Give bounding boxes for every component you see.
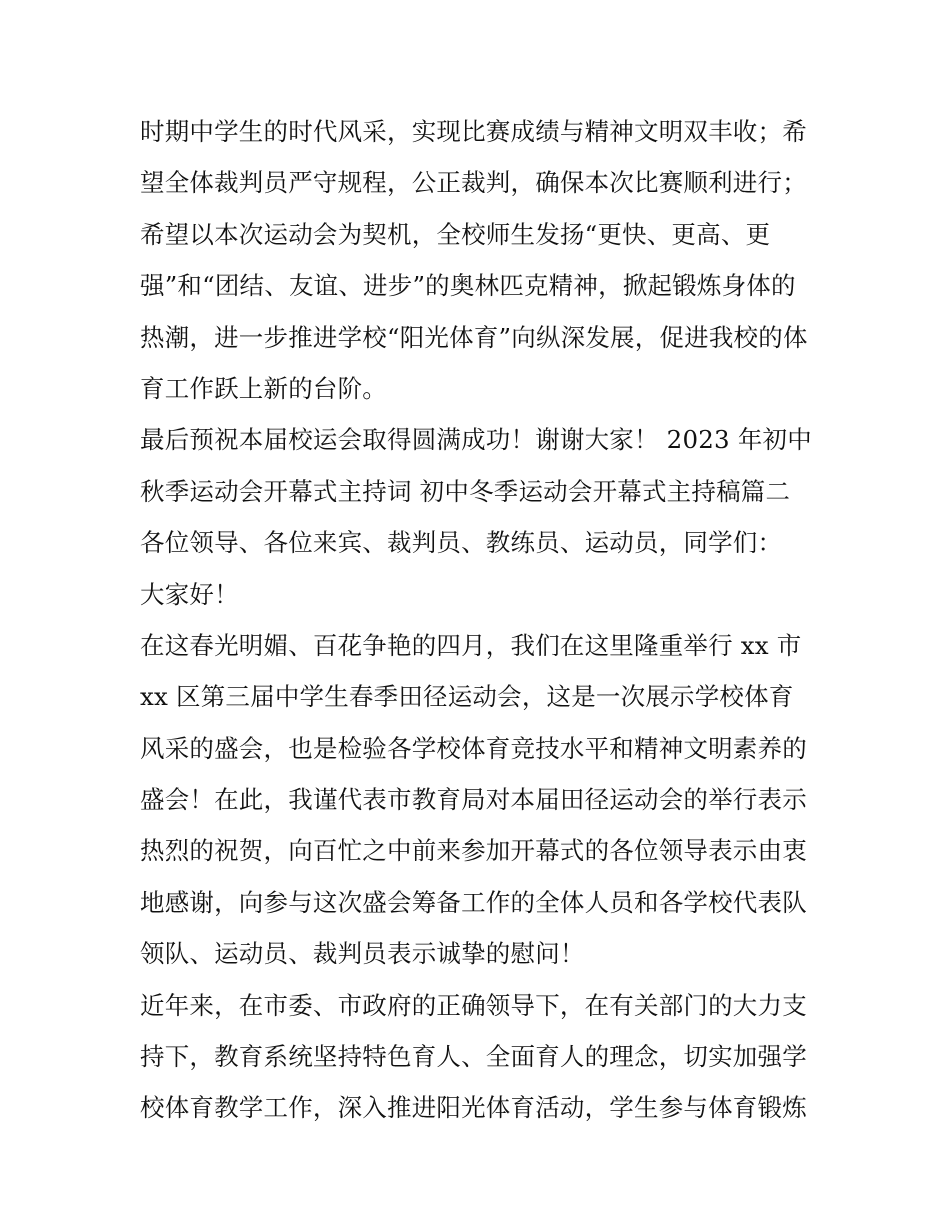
- body-text: [140, 106, 820, 1134]
- text-line: 近年来，在市委、市政府的正确领导下，在有关部门的大力支: [140, 990, 807, 1020]
- text-line: 盛会！在此，我谨代表市教育局对本届田径运动会的举行表示: [140, 785, 807, 815]
- text-line: 育工作跃上新的台阶。: [140, 373, 387, 403]
- text-line: 热烈的祝贺，向百忙之中前来参加开幕式的各位领导表示由衷: [140, 836, 807, 866]
- text-line: 望全体裁判员严守规程，公正裁判，确保本次比赛顺利进行；: [140, 168, 807, 198]
- text-line: 希望以本次运动会为契机，全校师生发扬“更快、更高、更: [140, 219, 771, 249]
- text-line: 在这春光明媚、百花争艳的四月，我们在这里隆重举行 xx 市: [140, 630, 802, 660]
- text-line: 持下，教育系统坚持特色育人、全面育人的理念，切实加强学: [140, 1042, 807, 1072]
- text-line: 校体育教学工作，深入推进阳光体育活动，学生参与体育锻炼: [140, 1093, 807, 1123]
- text-line: 时期中学生的时代风采，实现比赛成绩与精神文明双丰收；希: [140, 117, 807, 146]
- text-line: 最后预祝本届校运会取得圆满成功！谢谢大家！ 2023 年初中: [140, 425, 812, 455]
- text-line: 领队、运动员、裁判员表示诚挚的慰问！: [140, 939, 585, 969]
- text-line: 强”和“团结、友谊、进步”的奥林匹克精神，掀起锻炼身体的: [140, 271, 796, 301]
- text-line: xx 区第三届中学生春季田径运动会，这是一次展示学校体育: [140, 682, 794, 712]
- text-line: 秋季运动会开幕式主持词 初中冬季运动会开幕式主持稿篇二: [140, 476, 791, 506]
- text-line: 风采的盛会，也是检验各学校体育竞技水平和精神文明素养的: [140, 733, 807, 763]
- text-line: 大家好！: [140, 579, 239, 609]
- text-line: 各位领导、各位来宾、裁判员、教练员、运动员，同学们：: [140, 528, 783, 558]
- text-line: 地感谢，向参与这次盛会筹备工作的全体人员和各学校代表队: [140, 887, 807, 917]
- text-line: 热潮，进一步推进学校“阳光体育”向纵深发展，促进我校的体: [140, 322, 808, 352]
